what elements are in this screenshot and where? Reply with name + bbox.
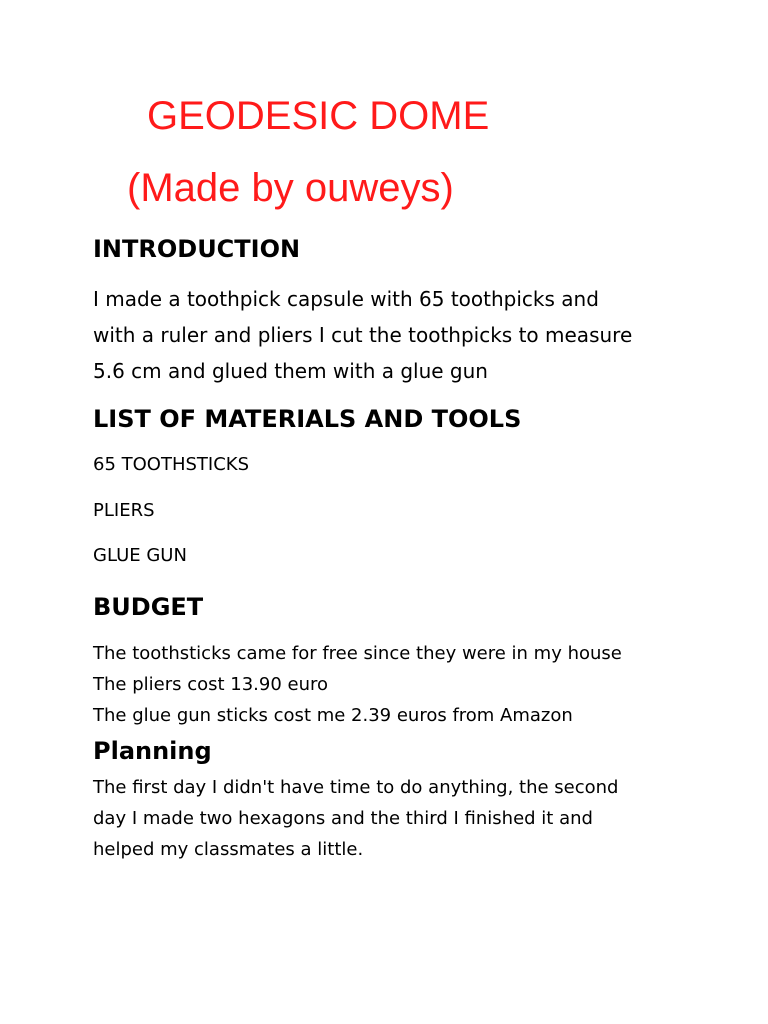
page-subtitle: (Made by ouweys) xyxy=(127,166,454,210)
introduction-line: with a ruler and pliers I cut the toothpicks to measure xyxy=(93,323,633,347)
introduction-line: 5.6 cm and glued them with a glue gun xyxy=(93,359,488,383)
materials-item: PLIERS xyxy=(93,500,155,521)
budget-line: The glue gun sticks cost me 2.39 euros from Amazon xyxy=(93,705,573,726)
budget-heading: BUDGET xyxy=(93,593,204,621)
page-title: GEODESIC DOME xyxy=(147,94,490,138)
materials-item: GLUE GUN xyxy=(93,545,187,566)
planning-heading: Planning xyxy=(93,737,212,765)
budget-line: The toothsticks came for free since they were in my house xyxy=(93,643,622,664)
planning-line: helped my classmates a little. xyxy=(93,839,364,860)
introduction-paragraph xyxy=(93,281,632,389)
introduction-heading: INTRODUCTION xyxy=(93,235,301,263)
introduction-line: I made a toothpick capsule with 65 toothpicks and xyxy=(93,287,599,311)
materials-heading: LIST OF MATERIALS AND TOOLS xyxy=(93,405,522,433)
planning-line: day I made two hexagons and the third I finished it and xyxy=(93,808,593,829)
planning-line: The first day I didn't have time to do anything, the second xyxy=(93,777,619,798)
materials-item: 65 TOOTHSTICKS xyxy=(93,454,250,475)
budget-line: The pliers cost 13.90 euro xyxy=(93,674,329,695)
planning-paragraph xyxy=(93,772,618,865)
budget-paragraph xyxy=(93,638,622,731)
